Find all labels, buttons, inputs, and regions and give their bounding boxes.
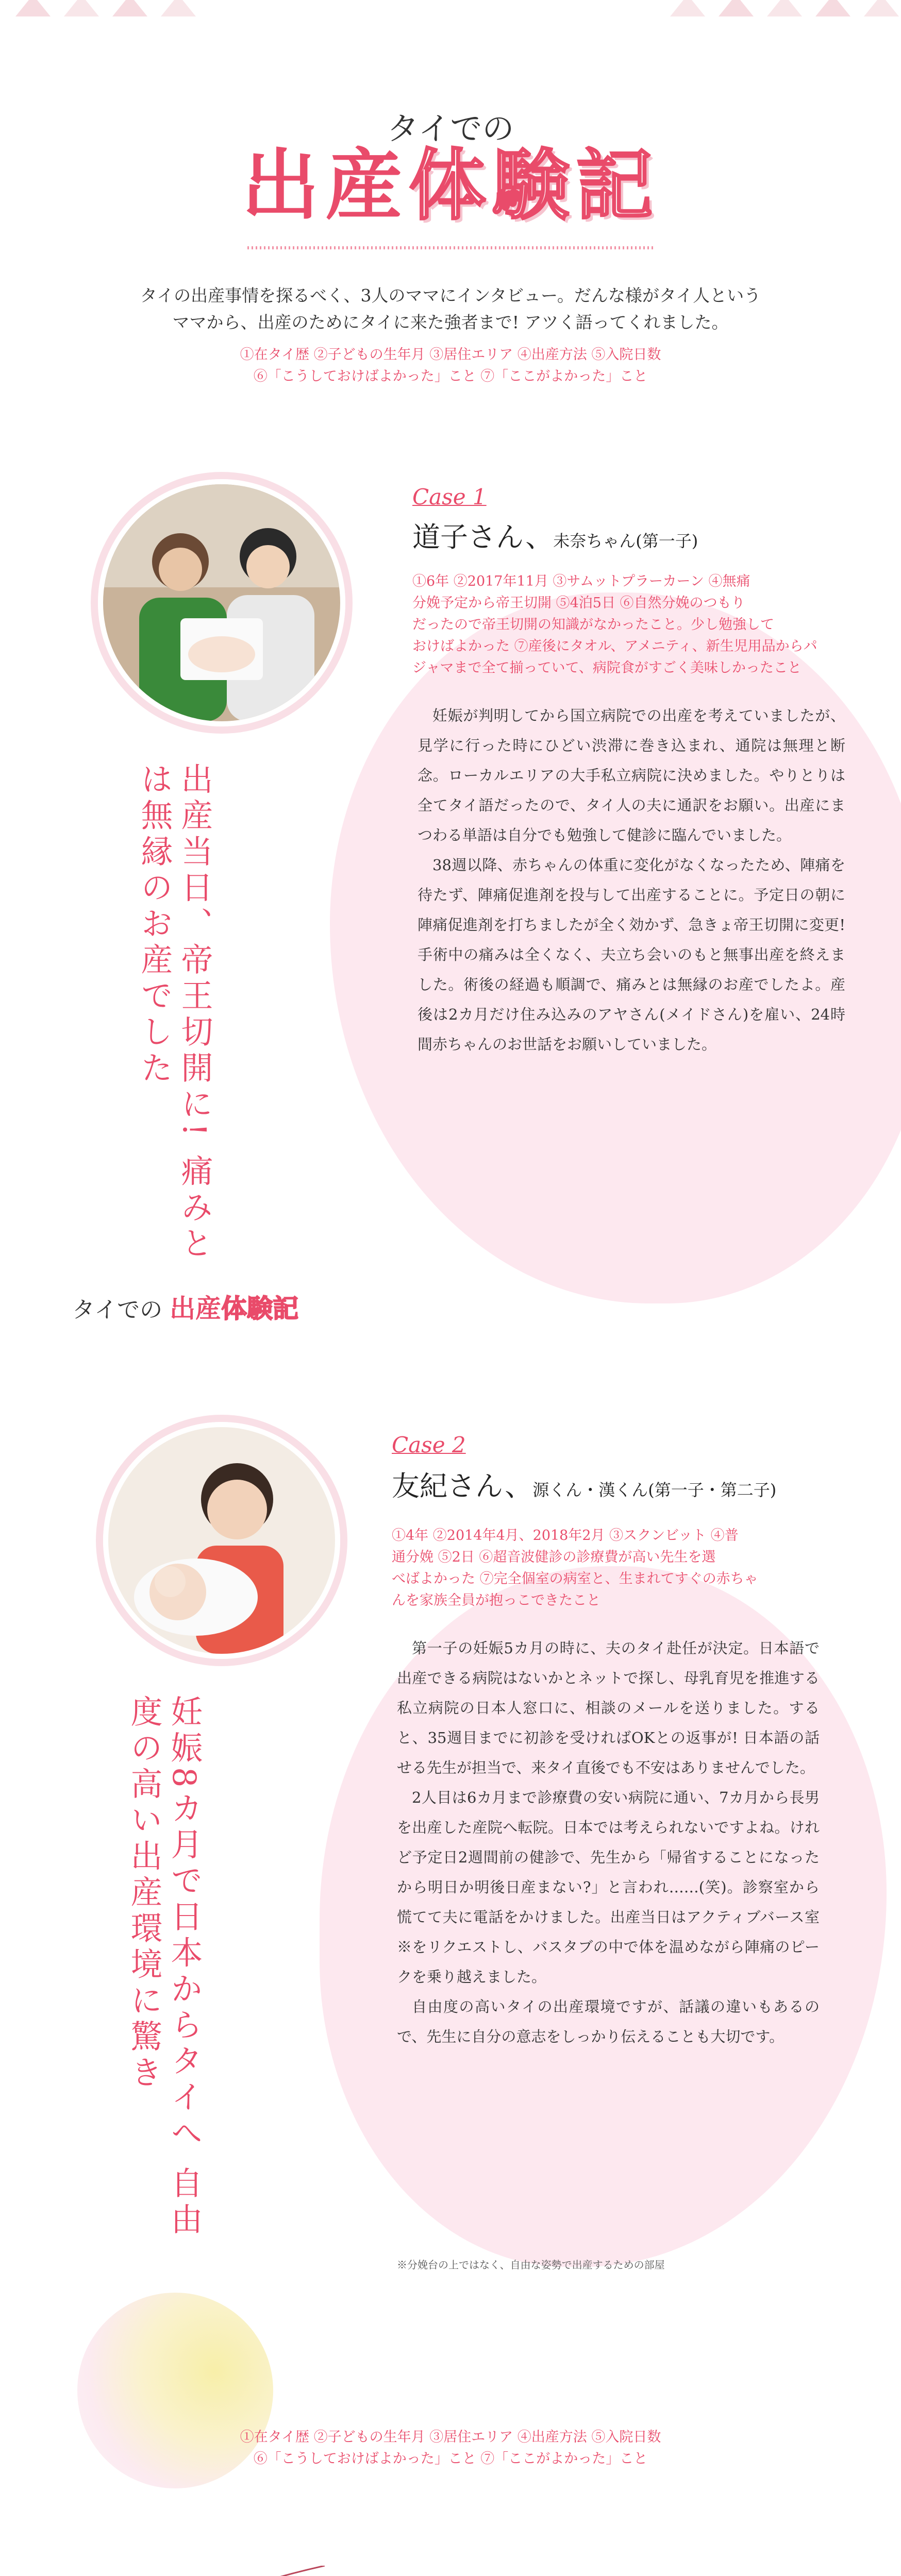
case1-info [412, 571, 856, 679]
legend-line: ①在タイ歴 ②子どもの生年月 ③居住エリア ④出産方法 ⑤入院日数 [240, 2429, 661, 2445]
case1-label: Case 1 [412, 484, 487, 510]
case1-family-illustration [103, 484, 340, 721]
case2-body [397, 1633, 820, 2052]
case1-paragraph: 38週以降、赤ちゃんの体重に変化がなくなったため、陣痛を待たず、陣痛促進剤を投与して出産することに。予定日の朝に陣痛促進剤を打ちましたが全く効かず、急きょ帝王切開に変更! 手術中の痛みは全くなく、夫立ち会いのもと無事出産を終えました。術後の経過も順調で、痛みとは無縁のお産でしたよ。産後は2カ月だけ住み込みのアヤさん(メイドさん)を雇い、24時間赤ちゃんのお世話をお願いしていました。 [418, 856, 845, 1053]
case2-info-line: べばよかった ⑦完全個室の病室と、生まれてすぐの赤ちゃ [392, 1571, 758, 1587]
case1-info-line: ジャマまで全て揃っていて、病院食がすごく美味しかったこと [412, 660, 802, 676]
case2-paragraph: 第一子の妊娠5カ月の時に、夫のタイ赴任が決定。日本語で出産できる病院はないかとネットで探し、母乳育児を推進する私立病院の日本人窓口に、相談のメールを送りました。すると、35週目までに初診を受ければOKとの返事が! 日本語の話せる先生が担当で、来タイ直後でも不安はありませんでした。 [397, 1639, 820, 1776]
case1-name [412, 515, 698, 555]
case1-catchphrase: 出産当日、帝王切開に! 痛みとは無縁のお産でした [136, 762, 213, 1263]
page-title-prefix: タイでの [387, 110, 514, 147]
case2-info [392, 1525, 835, 1612]
header-triangle-decoration-left [15, 0, 196, 16]
intro-text [0, 282, 901, 336]
intro-line: ママから、出産のためにタイに来た強者まで! アツく語ってくれました。 [172, 312, 729, 332]
section-title-part-b: 体験記 [221, 1293, 299, 1324]
case1-paragraph: 妊娠が判明してから国立病院での出産を考えていましたが、見学に行った時にひどい渋滞に巻き込まれ、通院は無理と断念。ローカルエリアの大手私立病院に決めました。やりとりは全てタイ語だったので、タイ人の夫に通訳をお願い。出産にまつわる単語は自分でも勉強して健診に臨んでいました。 [418, 707, 845, 844]
section-title-prefix: タイでの [72, 1297, 163, 1323]
legend-line: ⑥「こうしておけばよかった」こと ⑦「ここがよかった」こと [253, 368, 648, 384]
title-underline [247, 246, 655, 249]
page-title [0, 140, 901, 231]
section-title-part-a: 出産 [170, 1293, 222, 1324]
case2-name-sub: 源くん・漢くん(第一子・第二子) [532, 1480, 777, 1500]
legend-top [0, 344, 901, 387]
intro-line: タイの出産事情を探るべく、3人のママにインタビュー。だんな様がタイ人という [140, 285, 761, 306]
case1-photo [98, 479, 345, 726]
legend-line: ⑥「こうしておけばよかった」こと ⑦「ここがよかった」こと [253, 2451, 648, 2467]
case2-info-line: んを家族全員が抱っこできたこと [392, 1592, 600, 1608]
case1-info-line: おけばよかった ⑦産後にタオル、アメニティ、新生児用品からパ [412, 638, 817, 654]
case2-info-line: 通分娩 ⑤2日 ⑥超音波健診の診療費が高い先生を選 [392, 1549, 716, 1565]
case2-paragraph: 2人目は6カ月まで診療費の安い病院に通い、7カ月から長男を出産した産院へ転院。日本では考えられないですよね。けれど予定日2週間前の健診で、先生から「帰省することになったから明日か明後日産まない?」と言われ……(笑)。診察室から慌てて夫に電話をかけました。出産当日はアクティブバース室※をリクエストし、バスタブの中で体を温めながら陣痛のピークを乗り越えました。 [397, 1789, 820, 1986]
legend-line: ①在タイ歴 ②子どもの生年月 ③居住エリア ④出産方法 ⑤入院日数 [240, 347, 661, 363]
case2-name [392, 1464, 776, 1504]
case2-label: Case 2 [392, 1432, 466, 1458]
case1-name-sub: 未奈ちゃん(第一子) [553, 531, 698, 551]
case1-body [418, 701, 845, 1059]
case2-kids-illustration [108, 1427, 335, 1654]
case1-info-line: 分娩予定から帝王切開 ⑤4泊5日 ⑥自然分娩のつもり [412, 595, 745, 611]
case2-photo [103, 1422, 340, 1659]
case2-name-main: 友紀さん、 [392, 1470, 533, 1502]
legend-middle [0, 2427, 901, 2470]
case2-footnote: ※分娩台の上ではなく、自由な姿勢で出産するための部屋 [397, 2259, 665, 2271]
case1-info-line: だったので帝王切開の知識がなかったこと。少し勉強して [412, 617, 774, 633]
header-triangle-decoration-right [670, 0, 899, 16]
case1-info-line: ①6年 ②2017年11月 ③サムットプラーカーン ④無痛 [412, 573, 750, 589]
page-title-part-b: 体験記 [409, 140, 660, 231]
case2-catchphrase: 妊娠8カ月で日本からタイへ 自由度の高い出産環境に驚き [125, 1695, 203, 2239]
case2-paragraph: 自由度の高いタイの出産環境ですが、話議の違いもあるので、先生に自分の意志をしっかり伝えることも大切です。 [397, 1998, 820, 2045]
pennant-garland-decoration [46, 2566, 325, 2576]
page-title-part-a: 出産 [241, 140, 409, 231]
section-title [72, 1288, 298, 1325]
case2-info-line: ①4年 ②2014年4月、2018年2月 ③スクンビット ④普 [392, 1528, 739, 1544]
case1-name-main: 道子さん、 [412, 521, 554, 553]
